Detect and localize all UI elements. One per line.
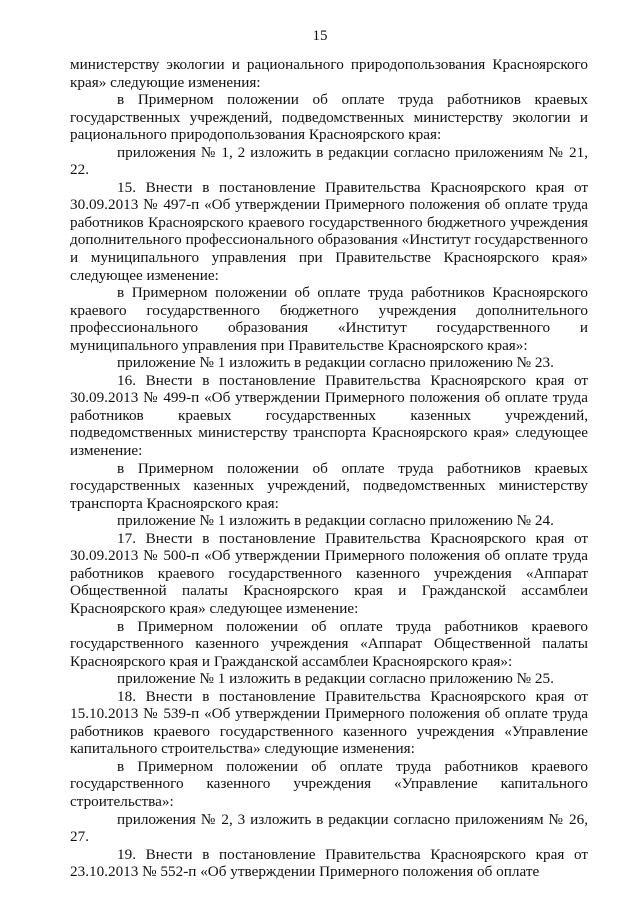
paragraph-item-18: 18. Внести в постановление Правительства Красноярского края от 15.10.2013 № 539-п «Об утверждении Примерного положения об оплате труда работников краевого государственного казенного учреждения «Управление капитального строительства» следующие изменения: [70,687,588,758]
paragraph: приложение № 1 изложить в редакции согласно приложению № 23. [117,354,554,372]
paragraph: в Примерном положении об оплате труда работников краевого государственного казенного учреждения «Аппарат Общественной палаты Красноярского края и Гражданской ассамблеи Красноярского края»: [70,617,588,670]
paragraph: приложение № 1 изложить в редакции согласно приложению № 24. [117,512,554,530]
paragraph-item-19: 19. Внести в постановление Правительства Красноярского края от 23.10.2013 № 552-п «Об утверждении Примерного положения об оплате [70,845,588,881]
paragraph: приложения № 2, 3 изложить в редакции согласно приложениям № 26, 27. [70,810,588,846]
paragraph: приложения № 1, 2 изложить в редакции согласно приложениям № 21, 22. [70,143,588,179]
paragraph: в Примерном положении об оплате труда работников Красноярского краевого государственного бюджетного учреждения дополнительного профессионального образования «Институт государственного и муниципального управления при Правительстве Красноярского края»: [70,284,588,354]
document-body [70,56,588,881]
paragraph-item-15: 15. Внести в постановление Правительства Красноярского края от 30.09.2013 № 497-п «Об утверждении Примерного положения об оплате труда работников Красноярского краевого государственного бюджетного учреждения дополнительного профессионального образования «Институт государственного и муниципального управления при Правительстве Красноярского края» следующее изменение: [70,178,588,284]
paragraph-item-17: 17. Внести в постановление Правительства Красноярского края от 30.09.2013 № 500-п «Об утверждении Примерного положения об оплате труда работников краевого государственного казенного учреждения «Аппарат Общественной палаты Красноярского края и Гражданской ассамблеи Красноярского края» следующее изменение: [70,529,588,617]
paragraph-continuation: министерству экологии и рационального природопользования Красноярского края» следующие изменения: [70,56,588,91]
page-number: 15 [312,28,328,44]
paragraph: в Примерном положении об оплате труда работников краевого государственного казенного учреждения «Управление капитального строительства»: [70,757,588,810]
paragraph: приложение № 1 изложить в редакции согласно приложению № 25. [117,670,554,688]
paragraph: в Примерном положении об оплате труда работников краевых государственных казенных учреждений, подведомственных министерству транспорта Красноярского края: [70,459,588,512]
paragraph: в Примерном положении об оплате труда работников краевых государственных учреждений, подведомственных министерству экологии и рационального природопользования Красноярского края: [70,91,588,144]
paragraph-item-16: 16. Внести в постановление Правительства Красноярского края от 30.09.2013 № 499-п «Об утверждении Примерного положения об оплате труда работников краевых государственных казенных учреждений, подведомственных министерству транспорта Красноярского края» следующее изменение: [70,371,588,460]
